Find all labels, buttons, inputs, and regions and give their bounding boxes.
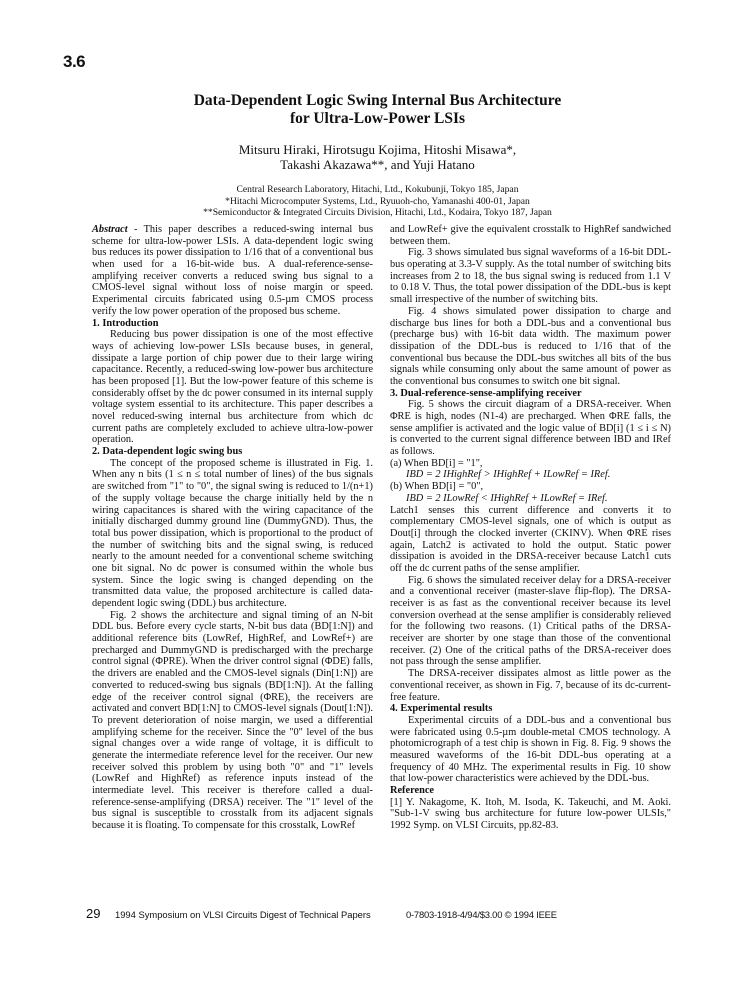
paragraph: Experimental circuits of a DDL-bus and a conventional bus were fabricated using 0.5-µm double-metal CMOS technology. A photomicrograph of a test chip is shown in Fig. 8. Fig. 9 shows the measured waveforms of the 16-bit DDL-bus operating at a frequency of 40 MHz. The experimental results in Fig. 10 show that low-power characteristics were achieved by the DDL-bus.	[390, 714, 671, 785]
title-line-1: Data-Dependent Logic Swing Internal Bus Architecture	[193, 92, 562, 109]
paragraph: Fig. 6 shows the simulated receiver delay for a DRSA-receiver and a conventional receiver (master-slave flip-flop). The DRSA-receiver is as fast as the conventional receiver because its level conversion overhead at the sense amplifier is considerably relieved for the following two reasons. (1) Critical paths of the DRSA-receiver are shorter by one stage than those of the conventional receiver. (2) One of the critical paths of the DRSA-receiver does not pass through the sense amplifier.	[390, 574, 671, 668]
paragraph: Fig. 5 shows the circuit diagram of a DRSA-receiver. When ΦRE is high, nodes (N1-4) are precharged. When ΦRE falls, the sense amplifier is activated and the logic value of BD[i] (1 ≤ i ≤ N) is converted to the current signal difference between IBD and IRef as follows.	[390, 399, 671, 458]
affiliation: **Semiconductor & Integrated Circuits Division, Hitachi, Ltd., Kodaira, Tokyo 187, Japan	[203, 207, 552, 218]
conference-name: 1994 Symposium on VLSI Circuits Digest of Technical Papers	[115, 909, 371, 920]
authors-line-1: Mitsuru Hiraki, Hirotsugu Kojima, Hitoshi Misawa*,	[238, 142, 517, 157]
paragraph: Latch1 senses this current difference and converts it to complementary CMOS-level signals, one of which is output as Dout[i] through the clocked inverter (CKINV). When ΦRE rises again, Latch2 is activated to hold the output. Static power dissipation is avoided in the DRSA-receiver because Latch1 cuts off the dc current paths of the sense amplifier.	[390, 504, 671, 574]
equation: IBD = 2 ILowRef < IHighRef + ILowRef = IRef.	[406, 492, 608, 504]
section-heading-experimental-results: 4. Experimental results	[390, 703, 493, 715]
right-column	[390, 224, 671, 832]
paragraph: Fig. 3 shows simulated bus signal waveforms of a 16-bit DDL-bus operating at 3.3-V supply. As the total number of switching bits increases from 2 to 18, the bus signal swing is reduced from 1.1 V to 0.18 V. Thus, the total power dissipation of the DDL-bus is kept small irrespective of the number of switching bits.	[390, 247, 671, 306]
affiliations	[0, 184, 755, 219]
equation: IBD = 2 IHighRef > IHighRef + ILowRef = IRef.	[406, 469, 611, 481]
paragraph: The DRSA-receiver dissipates almost as little power as the conventional receiver, as shown in Fig. 7, because of its dc-current-free feature.	[390, 668, 671, 703]
paragraph: Fig. 4 shows simulated power dissipation to charge and discharge bus lines for both a DDL-bus and a conventional bus (precharge bus) with 16-bit data width. The maximum power dissipation of the DDL-bus is reduced to 1/16 that of the conventional bus because the DDL-bus switches all bits of the bus signals while consuming only about the same amount of power as the conventional bus consumes to switch one bit signal.	[390, 305, 671, 387]
page-number: 29	[86, 906, 101, 921]
section-heading-introduction: 1. Introduction	[92, 317, 159, 329]
isbn-copyright: 0-7803-1918-4/94/$3.00 © 1994 IEEE	[406, 909, 557, 920]
paragraph: Reducing bus power dissipation is one of the most effective ways of achieving low-power LSIs because buses, in general, dissipate a large portion of chip power due to their large wiring capacitance. Recently, a reduced-swing low-power bus architecture has been proposed [1]. But the low-power feature of this scheme is considerably offset by the dc power consumed in its internal supply voltage system essential to its architecture. This paper describes a novel reduced-swing internal bus architecture from which dc current paths are completely excluded to achieve ultra-low-power operation.	[92, 329, 373, 446]
section-heading-drsa-receiver: 3. Dual-reference-sense-amplifying receiver	[390, 387, 582, 399]
affiliation: *Hitachi Microcomputer Systems, Ltd., Ryuuoh-cho, Yamanashi 400-01, Japan	[225, 195, 530, 207]
paragraph: The concept of the proposed scheme is illustrated in Fig. 1. When any n bits (1 ≤ n ≤ total number of lines) of the bus signals are switched from "1" to "0", the signal swing is reduced to 1/(n+1) of the supply voltage because the charge initially held by the n wiring capacitances is shared with the wiring capacitance of the initially discharged dummy ground line (DummyGND). Thus, the total bus power dissipation, which is proportional to the product of the number of switching bits and the signal swing, is reduced nearly to the amount needed for a conventional scheme switching one bit signal. No dc power is consumed within the whole bus system. Since the logic swing is changed depending on the transmitted data value, the proposed architecture is called data-dependent logic swing (DDL) bus architecture.	[92, 457, 373, 609]
case-label: (a) When BD[i] = "1",	[390, 457, 483, 469]
section-number: 3.6	[63, 52, 86, 71]
section-heading-ddl-bus: 2. Data-dependent logic swing bus	[92, 446, 243, 458]
title-line-2: for Ultra-Low-Power LSIs	[289, 110, 466, 127]
paragraph: Fig. 2 shows the architecture and signal timing of an N-bit DDL bus. Before every cycle starts, N-bit bus data (BD[1:N]) and additional reference bits (LowRef, HighRef, and LowRef+) are precharged and DummyGND is predischarged with the precharge control signal (ΦPRE). When the driver control signal (ΦDE) falls, the drivers are enabled and the CMOS-level signals (Din[1:N]) are converted to reduced-swing bus signals (BD[1:N]). At the falling edge of the receiver control signal (ΦRE), the receivers are activated and convert BD[1:N] to CMOS-level signals (Dout[1:N]). To prevent deterioration of noise margin, we used a differential amplifying scheme for the receiver. Since the "0" level of the bus signal changes over a wide range of voltage, it is difficult to generate the intermediate reference level for the receiver. Our new receiver solved this problem by using both "0" and "1" levels (LowRef and HighRef) as reference inputs instead of the intermediate level. This receiver is therefore called a dual-reference-sense-amplifying (DRSA) receiver. The "1" level of the bus signal is susceptible to crosstalk from its adjacent signals because it is floating. To compensate for this crosstalk, LowRef	[92, 609, 373, 832]
abstract	[92, 224, 373, 318]
author-list	[0, 142, 755, 172]
case-label: (b) When BD[i] = "0",	[390, 481, 484, 493]
abstract-text: - This paper describes a reduced-swing internal bus scheme for ultra-low-power LSIs. A data-dependent logic swing bus reduces its power dissipation to 1/16 that of a conventional bus when used for a 16-bit-wide bus. A dual-reference-sense-amplifying receiver converts a reduced swing bus signal to a CMOS-level signal without loss of noise margin or speed. Experimental circuits fabricated using 0.5-µm CMOS process verify the low power operation of the proposed bus scheme.	[92, 224, 373, 317]
section-heading-reference: Reference	[390, 785, 435, 796]
left-column	[92, 224, 373, 832]
affiliation: Central Research Laboratory, Hitachi, Ltd., Kokubunji, Tokyo 185, Japan	[236, 184, 519, 195]
paper-title	[0, 92, 755, 128]
paragraph: and LowRef+ give the equivalent crosstalk to HighRef sandwiched between them.	[390, 224, 671, 247]
reference-entry: [1] Y. Nakagome, K. Itoh, M. Isoda, K. Takeuchi, and M. Aoki. "Sub-1-V swing bus architecture for future low-power ULSIs," 1992 Symp. on VLSI Circuits, pp.82-83.	[390, 796, 671, 832]
abstract-label: Abstract	[92, 224, 128, 235]
authors-line-2: Takashi Akazawa**, and Yuji Hatano	[280, 157, 475, 172]
